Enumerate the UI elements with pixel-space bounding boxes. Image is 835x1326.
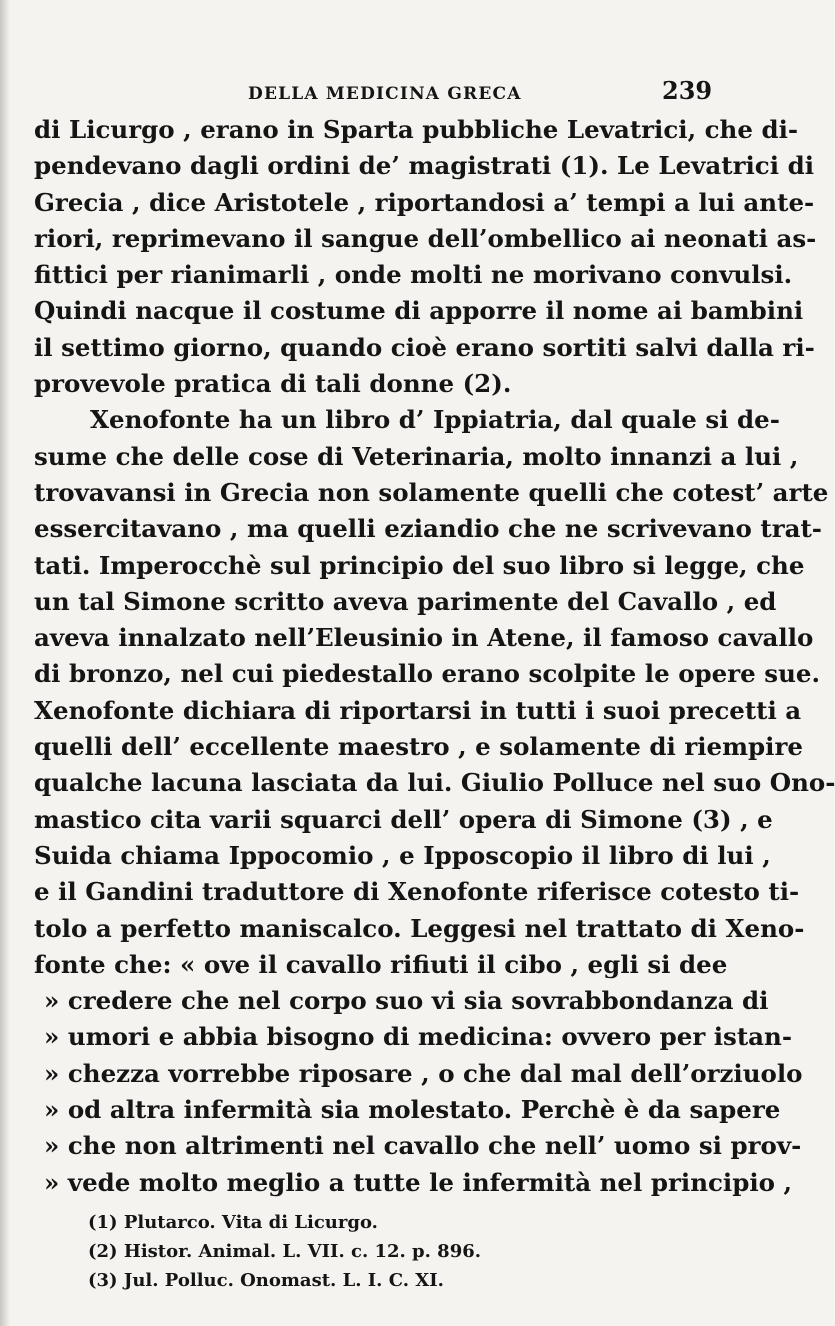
text-line: » credere che nel corpo suo vi sia sovrabbondanza di (44, 986, 769, 1016)
text-line: » vede molto meglio a tutte le infermità nel principio , (44, 1167, 793, 1197)
text-line: e il Gandini traduttore di Xenofonte riferisce cotesto ti- (34, 877, 800, 907)
page-edge-shadow (0, 0, 10, 1326)
text-line: Xenofonte ha un libro d’ Ippiatria, dal quale si de- (90, 405, 780, 435)
page-header (0, 76, 800, 112)
text-line: di bronzo, nel cui piedestallo erano scolpite le opere sue. (34, 659, 821, 689)
footnote: (1) Plutarco. Vita di Licurgo. (88, 1212, 378, 1233)
text-line: » od altra infermità sia molestato. Perchè è da sapere (44, 1095, 781, 1125)
text-line: sume che delle cose di Veterinaria, molto innanzi a lui , (34, 441, 799, 471)
text-line: di Licurgo , erano in Sparta pubbliche Levatrici, che di- (34, 115, 799, 144)
text-line: mastico cita varii squarci dell’ opera di Simone (3) , e (34, 804, 773, 834)
text-line: essercitavano , ma quelli eziandio che ne scrivevano trat- (34, 514, 822, 544)
footnote: (2) Histor. Animal. L. VII. c. 12. p. 896. (88, 1241, 482, 1262)
text-line: il settimo giorno, quando cioè erano sortiti salvi dalla ri- (34, 332, 815, 362)
text-line: Grecia , dice Aristotele , riportandosi a’ tempi a lui ante- (34, 187, 815, 217)
text-line: quelli dell’ eccellente maestro , e solamente di riempire (34, 732, 803, 762)
text-line: » chezza vorrebbe riposare , o che dal mal dell’orziuolo (44, 1058, 803, 1088)
text-line: pendevano dagli ordini de’ magistrati (1). Le Levatrici di (34, 151, 815, 181)
text-line: fonte che: « ove il cavallo rifiuti il cibo , egli si dee (34, 949, 728, 979)
page-number: 239 (662, 76, 713, 105)
text-line: trovavansi in Grecia non solamente quelli che cotest’ arte (34, 477, 829, 507)
text-line: Xenofonte dichiara di riportarsi in tutti i suoi precetti a (34, 695, 802, 725)
text-line: fittici per rianimarli , onde molti ne morivano convulsi. (34, 260, 793, 290)
text-line: » che non altrimenti nel cavallo che nell’ uomo si prov- (44, 1131, 802, 1161)
footnotes (88, 1208, 728, 1295)
text-line: tolo a perfetto maniscalco. Leggesi nel trattato di Xeno- (34, 913, 805, 943)
text-line: provevole pratica di tali donne (2). (34, 369, 512, 399)
text-line: » umori e abbia bisogno di medicina: ovvero per istan- (44, 1022, 793, 1052)
text-line: riori, reprimevano il sangue dell’ombellico ai neonati as- (34, 223, 817, 253)
text-line: Suida chiama Ippocomio , e Ipposcopio il libro di lui , (34, 840, 771, 870)
text-line: Quindi nacque il costume di apporre il nome ai bambini (34, 296, 804, 326)
text-line: qualche lacuna lasciata da lui. Giulio Polluce nel suo Ono- (34, 768, 835, 798)
body-text (34, 112, 835, 1201)
running-head: DELLA MEDICINA GRECA (248, 84, 522, 104)
text-line: tati. Imperocchè sul principio del suo libro si legge, che (34, 550, 805, 580)
footnote: (3) Jul. Polluc. Onomast. L. I. C. XI. (88, 1270, 444, 1291)
text-line: un tal Simone scritto aveva parimente del Cavallo , ed (34, 586, 777, 616)
text-line: aveva innalzato nell’Eleusinio in Atene, il famoso cavallo (34, 623, 814, 653)
